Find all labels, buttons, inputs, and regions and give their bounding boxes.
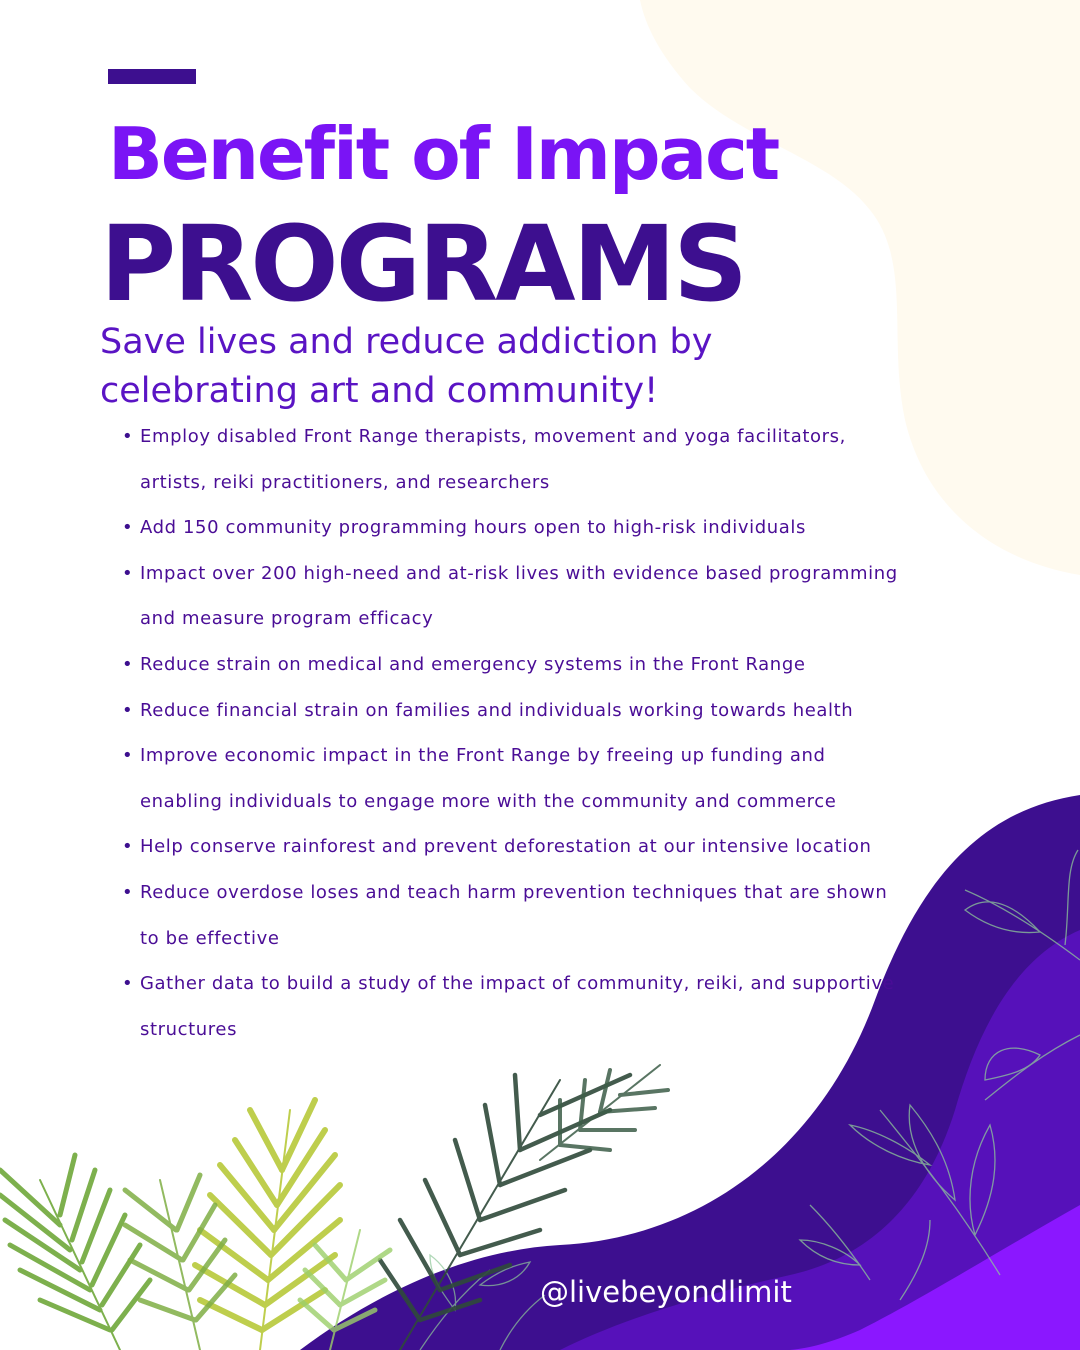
benefit-item: [122, 961, 912, 1052]
subtitle: Save lives and reduce addiction by celebrating art and community!: [100, 322, 713, 411]
benefit-text: Reduce overdose loses and teach harm prevention techniques that are shown to be effective: [140, 881, 888, 949]
benefit-text: Gather data to build a study of the impact of community, reiki, and supportive structures: [140, 973, 895, 1040]
benefit-item: [122, 414, 912, 505]
benefit-list: [122, 414, 912, 1052]
social-handle: @livebeyondlimit: [540, 1275, 792, 1309]
bullet-icon: •: [122, 699, 134, 721]
benefit-item: [122, 733, 912, 824]
bullet-icon: •: [122, 426, 134, 447]
benefit-text: Reduce financial strain on families and individuals working towards health: [140, 699, 854, 721]
benefit-text: Reduce strain on medical and emergency systems in the Front Range: [140, 653, 806, 675]
bullet-icon: •: [122, 836, 134, 858]
bullet-icon: •: [122, 653, 134, 675]
benefit-text: Help conserve rainforest and prevent deforestation at our intensive location: [140, 836, 872, 858]
benefit-item: [122, 551, 912, 642]
benefit-item: [122, 824, 912, 870]
benefit-text: Impact over 200 high-need and at-risk lives with evidence based programming and measure program efficacy: [140, 562, 898, 630]
benefit-text: Improve economic impact in the Front Range by freeing up funding and enabling individuals to engage more with the community and commerce: [140, 745, 837, 812]
benefit-item: [122, 642, 912, 688]
bullet-icon: •: [122, 517, 134, 539]
title-line-2: PROGRAMS: [100, 203, 746, 325]
title-line-1: Benefit of Impact: [108, 112, 779, 196]
benefit-item: [122, 870, 912, 961]
bullet-icon: •: [122, 562, 134, 584]
benefit-text: Add 150 community programming hours open to high-risk individuals: [140, 517, 806, 539]
benefit-item: [122, 688, 912, 734]
bullet-icon: •: [122, 745, 134, 767]
benefit-item: [122, 505, 912, 551]
bullet-icon: •: [122, 973, 134, 995]
benefit-text: Employ disabled Front Range therapists, movement and yoga facilitators, artists, reiki practitioners, and researchers: [140, 426, 846, 493]
bullet-icon: •: [122, 881, 134, 903]
accent-bar: [108, 69, 196, 84]
